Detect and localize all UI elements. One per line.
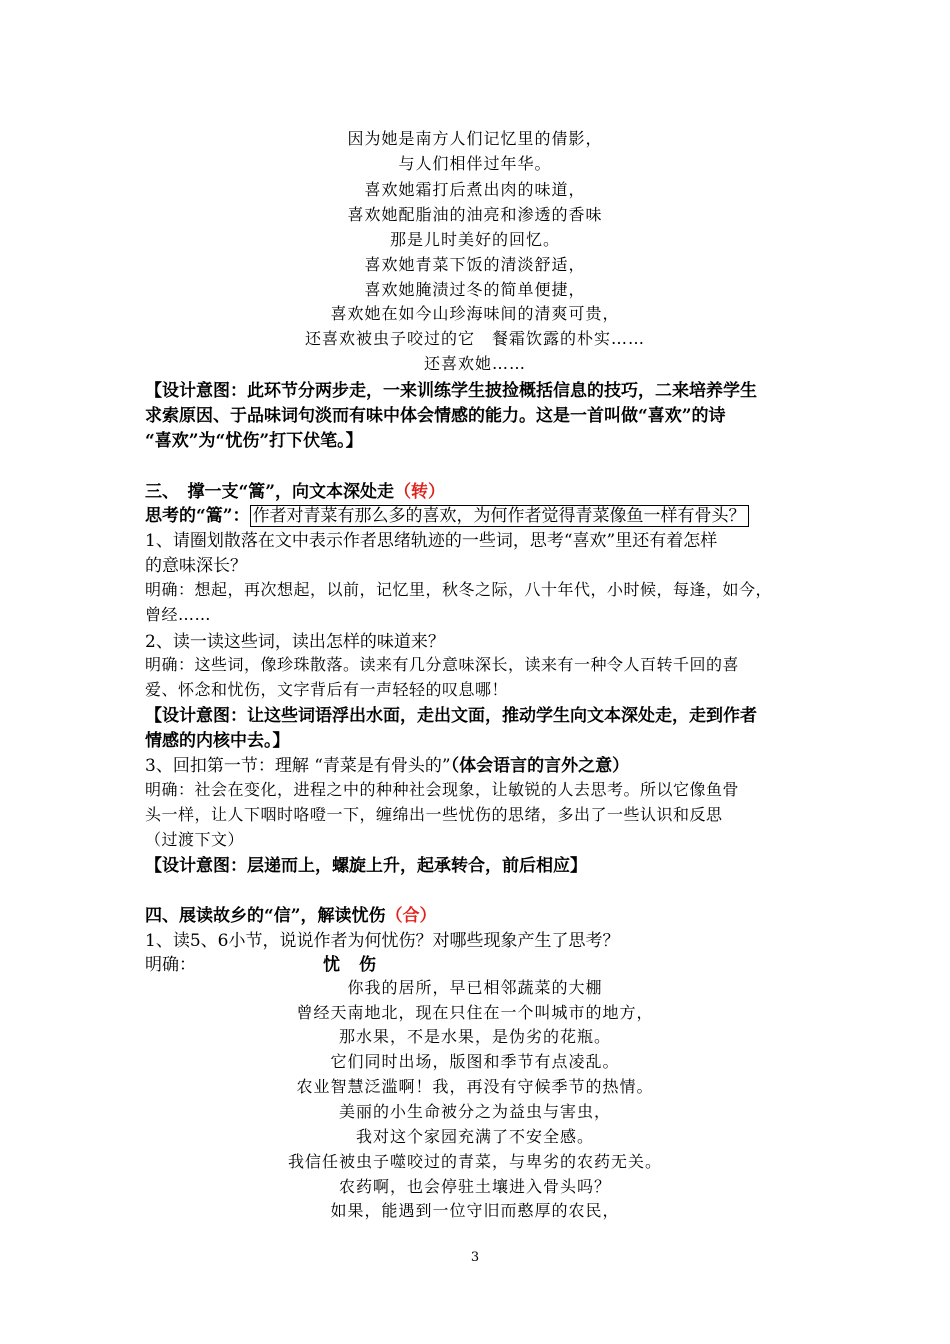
section-heading-tag: （合）: [385, 906, 437, 926]
design-intent-line: “喜欢”为“忧伤”打下伏笔。】: [145, 431, 363, 451]
poem-line: 我对这个家园充满了不安全感。: [355, 1127, 594, 1146]
poem-line: 喜欢她配脂油的油亮和渗透的香味: [347, 205, 603, 224]
poem-line: 曾经天南地北，现在只住在一个叫城市的地方，: [296, 1003, 654, 1022]
poem-line: 喜欢她霜打后煮出肉的味道，: [364, 180, 586, 199]
poem-line: 与人们相伴过年华。: [398, 154, 552, 173]
poem-line: 喜欢她青菜下饭的清淡舒适，: [364, 255, 586, 274]
design-intent-line: 【设计意图：层递而上，螺旋上升，起承转合，前后相应】: [145, 856, 587, 876]
think-label: 思考的“篙”：: [145, 506, 250, 526]
poem-line: 那水果，不是水果，是伪劣的花瓶。: [338, 1027, 611, 1046]
poem-line: 还喜欢被虫子咬过的它 餐霜饮露的朴实……: [304, 329, 645, 348]
poem-line: 美丽的小生命被分之为益虫与害虫，: [338, 1102, 611, 1121]
page-number: 3: [470, 1250, 480, 1265]
question-line: 1、读5、6小节，说说作者为何忧伤？对哪些现象产生了思考？: [145, 931, 620, 951]
section-heading: [145, 477, 815, 502]
section-heading-text: 四、展读故乡的“信”，解读忧伤: [145, 906, 386, 926]
poem-line: 它们同时出场，版图和季节有点凌乱。: [330, 1052, 620, 1071]
section-heading-text: 三、 撑一支“篙”，向文本深处走: [145, 482, 395, 502]
think-question-box: 作者对青菜有那么多的喜欢，为何作者觉得青菜像鱼一样有骨头？: [250, 505, 749, 527]
answer-label: 明确：: [145, 955, 196, 975]
design-intent-line: 求索原因、于品味词句淡而有味中体会情感的能力。这是一首叫做“喜欢”的诗: [145, 406, 726, 426]
answer-line: 明确：想起，再次想起，以前，记忆里，秋冬之际，八十年代，小时候，每逢，如今，: [145, 580, 773, 599]
design-intent-line: 【设计意图：让这些词语浮出水面，走出文面，推动学生向文本深处走，走到作者: [145, 706, 757, 726]
poem-line: 农药啊，也会停驻土壤进入骨头吗？: [338, 1177, 611, 1196]
think-question-row: [145, 501, 815, 526]
answer-line: 明确：社会在变化，进程之中的种种社会现象，让敏锐的人去思考。所以它像鱼骨: [145, 780, 740, 799]
poem-line: 因为她是南方人们记忆里的倩影，: [347, 129, 603, 148]
poem-line: 我信任被虫子噬咬过的青菜，与卑劣的农药无关。: [287, 1152, 662, 1171]
poem-line: 如果，能遇到一位守旧而憨厚的农民，: [330, 1201, 620, 1220]
answer-line: （过渡下文）: [145, 830, 245, 849]
poem-line: 喜欢她腌渍过冬的简单便捷，: [364, 280, 586, 299]
question-prefix: 3、回扣第一节：理解 “青菜是有骨头的”: [145, 756, 451, 776]
section-heading: [145, 901, 815, 926]
poem-line: 那是儿时美好的回忆。: [389, 230, 560, 249]
section-heading-tag: （转）: [394, 482, 446, 502]
question-line: 1、请圈划散落在文中表示作者思绪轨迹的一些词，思考“喜欢”里还有着怎样: [145, 531, 718, 551]
question-line: 的意味深长？: [145, 556, 247, 576]
poem-line: 你我的居所，早已相邻蔬菜的大棚: [347, 978, 603, 997]
poem-line: 农业智慧泛滥啊！我，再没有守候季节的热情。: [296, 1077, 654, 1096]
poem-title: 忧 伤: [323, 955, 377, 975]
poem-line: 喜欢她在如今山珍海味间的清爽可贵，: [330, 304, 620, 323]
question-emphasis: （体会语言的言外之意）: [450, 756, 630, 776]
answer-line: 头一样，让人下咽时咯噔一下，缠绵出一些忧伤的思绪，多出了一些认识和反思: [145, 805, 723, 824]
design-intent-line: 【设计意图：此环节分两步走，一来训练学生披捡概括信息的技巧，二来培养学生: [145, 381, 757, 401]
design-intent-line: 情感的内核中去。】: [145, 731, 290, 751]
answer-line: 明确：这些词，像珍珠散落。读来有几分意味深长，读来有一种令人百转千回的喜: [145, 655, 740, 674]
answer-line: 曾经……: [145, 605, 212, 624]
poem-line: 还喜欢她……: [423, 354, 526, 373]
question-line: [145, 751, 815, 776]
answer-line: 爱、怀念和忧伤，文字背后有一声轻轻的叹息哪！: [145, 680, 509, 699]
question-line: 2、读一读这些词，读出怎样的味道来？: [145, 632, 445, 652]
